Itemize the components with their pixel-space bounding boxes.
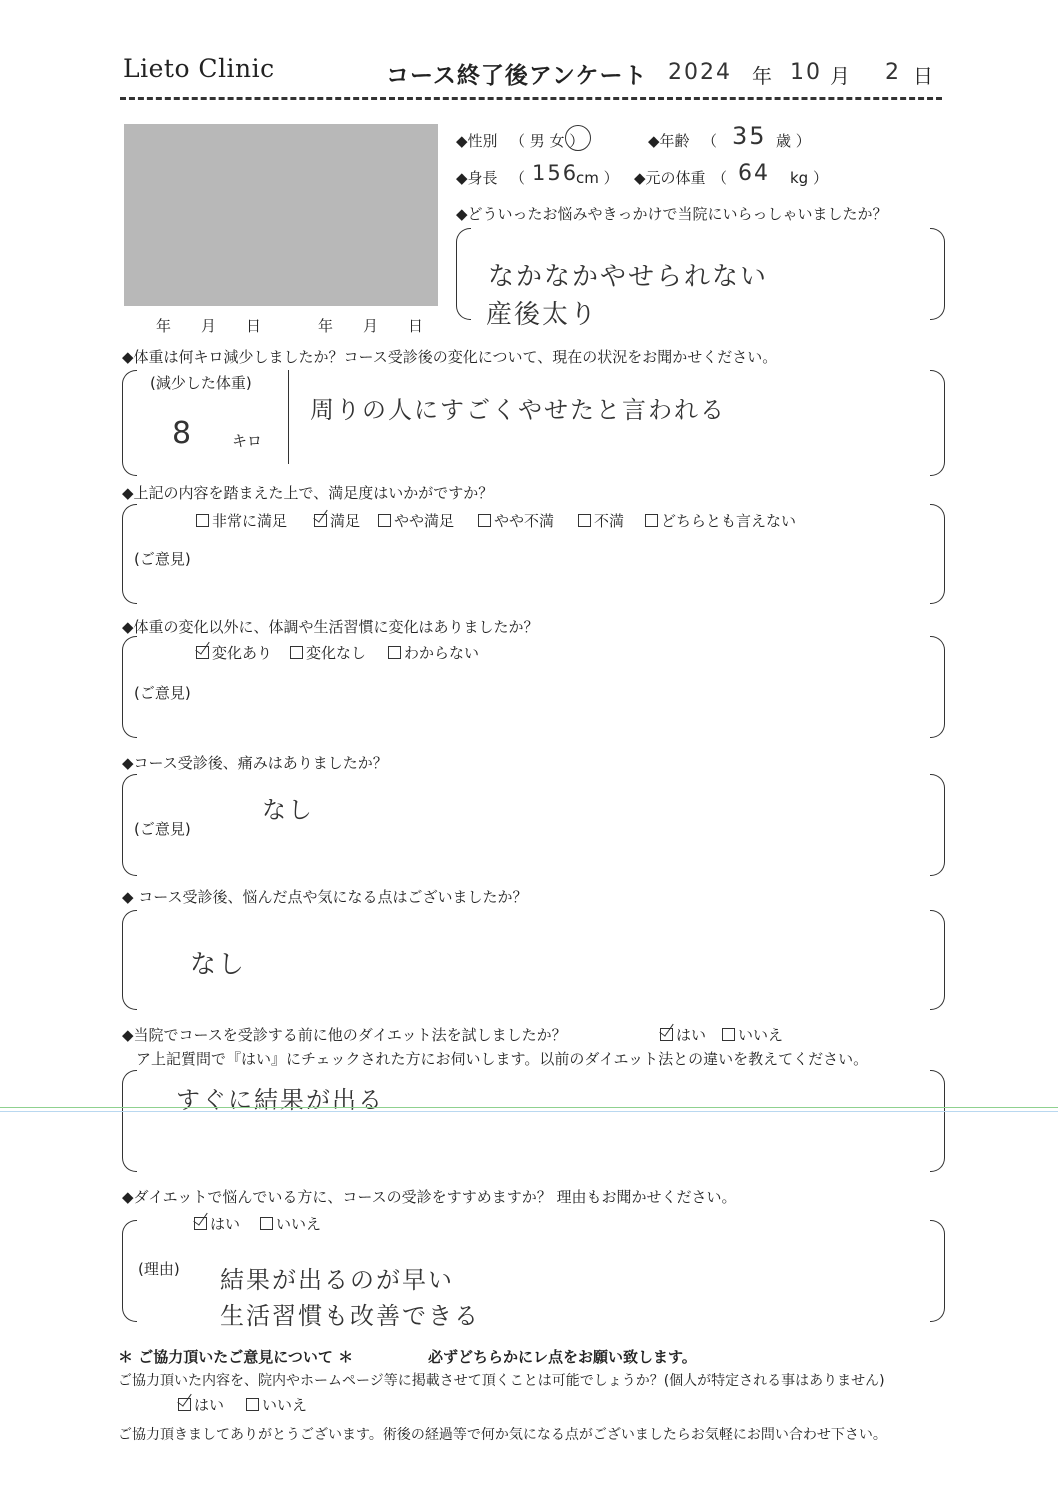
scan-line-2 [0, 1111, 1058, 1112]
recommend-option-yes[interactable]: はい [194, 1213, 240, 1234]
age-value: 35 [732, 122, 767, 150]
date-year: 2024 [668, 60, 732, 85]
satisfaction-opinion-label: (ご意見) [134, 550, 191, 568]
date-year-unit: 年 [752, 64, 772, 88]
concern-answer: なし [190, 950, 247, 980]
cooperation-title: ＊ ご協力頂いたご意見について ＊ [118, 1348, 354, 1366]
orig-weight-open-paren: （ [712, 169, 728, 187]
lifestyle-option-changed[interactable]: 変化あり [196, 642, 272, 663]
other-diet-bracket-right [930, 1070, 945, 1172]
survey-title: コース終了後アンケート [386, 63, 648, 89]
checkbox-unknown[interactable] [388, 646, 401, 659]
pain-opinion-label: (ご意見) [134, 820, 191, 838]
date-month-unit: 月 [830, 64, 850, 88]
recommend-bracket-right [930, 1220, 945, 1322]
weight-lost-unit: キロ [232, 432, 263, 450]
weight-divider [288, 370, 289, 464]
weight-bracket-right [930, 370, 945, 476]
weight-bracket-left [122, 370, 137, 476]
publish-question: ご協力頂いた内容を、院内やホームページ等に掲載させて頂くことは可能でしょうか？(個人が特定される事はありません) [118, 1373, 885, 1389]
satisfaction-option-somewhat-satisfied[interactable]: やや満足 [378, 510, 454, 531]
gender-options: （ 男 女 ） [510, 132, 585, 150]
other-diet-option-no[interactable]: いいえ [722, 1024, 783, 1045]
lifestyle-bracket-right [930, 636, 945, 738]
checkbox-recommend-no[interactable] [260, 1217, 273, 1230]
after-date-label: 年 月 日 [318, 317, 424, 335]
date-day: 2 [885, 60, 901, 85]
concern-bracket-left [122, 910, 137, 1010]
required-note: 必ずどちらかにレ点をお願い致します。 [428, 1348, 697, 1366]
before-date-label: 年 月 日 [156, 317, 262, 335]
date-month: 10 [790, 60, 822, 85]
other-diet-answer: すぐに結果が出る [176, 1086, 384, 1114]
header-divider [120, 97, 942, 100]
height-open-paren: （ [510, 169, 526, 187]
height-value: 156 [532, 161, 579, 185]
checkbox-other-diet-no[interactable] [722, 1028, 735, 1041]
checkbox-publish-yes[interactable] [178, 1398, 191, 1411]
other-diet-bracket-left [122, 1070, 137, 1172]
gender-label: ◆性別 [456, 132, 498, 150]
age-label: ◆年齢 [648, 132, 690, 150]
publish-option-no[interactable]: いいえ [246, 1394, 307, 1415]
weight-question: ◆体重は何キロ減少しましたか？コース受診後の変化について、現在の状況をお聞かせください。 [122, 348, 778, 366]
satisfaction-option-very-satisfied[interactable]: 非常に満足 [196, 510, 287, 531]
checkbox-other-diet-yes[interactable] [660, 1028, 673, 1041]
lifestyle-option-unknown[interactable]: わからない [388, 642, 479, 663]
publish-option-yes[interactable]: はい [178, 1394, 224, 1415]
thanks-message: ご協力頂きましてありがとうございます。術後の経過等で何か気になる点がございましたらお気軽にお問い合わせ下さい。 [118, 1427, 887, 1443]
reason-answer-line1: なかなかやせられない [488, 262, 769, 292]
satisfaction-bracket-right [930, 504, 945, 604]
recommend-reason-label: (理由) [138, 1260, 180, 1278]
age-open-paren: （ [702, 132, 718, 150]
other-diet-option-yes[interactable]: はい [660, 1024, 706, 1045]
orig-weight-label: ◆元の体重 [634, 169, 706, 187]
before-after-photo [124, 124, 438, 306]
orig-weight-value: 64 [738, 161, 770, 186]
lifestyle-question: ◆体重の変化以外に、体調や生活習慣に変化はありましたか？ [122, 618, 539, 636]
height-label: ◆身長 [456, 169, 498, 187]
recommend-question: ◆ダイエットで悩んでいる方に、コースの受診をすすめますか？ 理由もお聞かせください。 [122, 1188, 737, 1206]
lifestyle-option-unchanged[interactable]: 変化なし [290, 642, 366, 663]
checkbox-neither[interactable] [645, 514, 658, 527]
checkbox-unchanged[interactable] [290, 646, 303, 659]
satisfaction-option-satisfied[interactable]: 満足 [314, 510, 360, 531]
age-unit: 歳 ） [776, 132, 811, 150]
lifestyle-opinion-label: (ご意見) [134, 684, 191, 702]
reason-bracket-left [456, 228, 471, 320]
orig-weight-unit: kg ） [790, 169, 828, 187]
recommend-option-no[interactable]: いいえ [260, 1213, 321, 1234]
reason-bracket-right [930, 228, 945, 320]
other-diet-question: ◆当院でコースを受診する前に他のダイエット法を試しましたか？ [122, 1026, 567, 1044]
reason-question: ◆どういったお悩みやきっかけで当院にいらっしゃいましたか？ [456, 205, 888, 223]
gender-selected-circle [565, 125, 591, 151]
recommend-answer-line1: 結果が出るのが早い [220, 1266, 454, 1294]
recommend-bracket-left [122, 1220, 137, 1322]
date-day-unit: 日 [913, 64, 933, 88]
recommend-answer-line2: 生活習慣も改善できる [220, 1302, 480, 1330]
weight-comment: 周りの人にすごくやせたと言われる [310, 396, 726, 424]
concern-question: ◆ コース受診後、悩んだ点や気になる点はございましたか？ [122, 888, 528, 906]
other-diet-followup: ア上記質問で『はい』にチェックされた方にお伺いします。以前のダイエット法との違いを教えてください。 [136, 1050, 869, 1068]
checkbox-somewhat-satisfied[interactable] [378, 514, 391, 527]
satisfaction-option-neither[interactable]: どちらとも言えない [645, 510, 796, 531]
concern-bracket-right [930, 910, 945, 1010]
scan-line [0, 1107, 1058, 1108]
satisfaction-option-dissatisfied[interactable]: 不満 [578, 510, 624, 531]
pain-question: ◆コース受診後、痛みはありましたか？ [122, 754, 388, 772]
weight-lost-label: (減少した体重) [150, 374, 252, 392]
pain-bracket-right [930, 774, 945, 876]
checkbox-very-satisfied[interactable] [196, 514, 209, 527]
checkbox-recommend-yes[interactable] [194, 1217, 207, 1230]
checkbox-dissatisfied[interactable] [578, 514, 591, 527]
weight-lost-value: 8 [172, 416, 194, 451]
clinic-logo: Lieto Clinic [123, 54, 275, 83]
reason-answer-line2: 産後太り [486, 300, 599, 330]
satisfaction-question: ◆上記の内容を踏まえた上で、満足度はいかがですか？ [122, 484, 494, 502]
pain-answer: なし [262, 796, 314, 824]
checkbox-satisfied[interactable] [314, 514, 327, 527]
satisfaction-option-somewhat-dissatisfied[interactable]: やや不満 [478, 510, 554, 531]
height-unit: cm ） [576, 169, 619, 187]
checkbox-somewhat-dissatisfied[interactable] [478, 514, 491, 527]
checkbox-changed[interactable] [196, 646, 209, 659]
checkbox-publish-no[interactable] [246, 1398, 259, 1411]
